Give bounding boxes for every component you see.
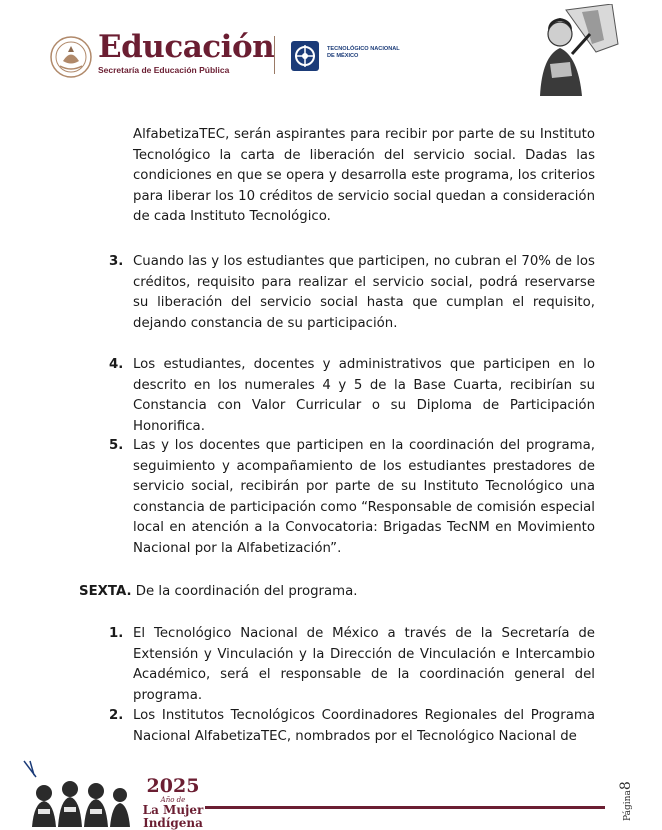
footer-divider bbox=[205, 806, 605, 809]
item-text: Cuando las y los estudiantes que participen, no cubran el 70% de los créditos, requisito para realizar el servicio social, podrá reservarse su liberación del servicio social hasta que cumplan el requisito, dejando constancia de su participación. bbox=[133, 254, 595, 331]
item-number: 1. bbox=[109, 626, 124, 641]
intro-paragraph: AlfabetizaTEC, serán aspirantes para recibir por parte de su Instituto Tecnológico la carta de liberación del servicio social. Dadas las condiciones en que se opera y desarrolla este programa, los criterios para liberar los 10 créditos de servicio social quedan a consideración de cada Instituto Tecnológico. bbox=[133, 127, 595, 225]
year-number: 2025 bbox=[146, 775, 200, 797]
mexico-seal-icon bbox=[50, 36, 92, 78]
year-line3: Indígena bbox=[143, 816, 203, 830]
brand-block bbox=[98, 30, 274, 75]
section-heading bbox=[79, 582, 599, 603]
year-badge bbox=[140, 776, 206, 830]
item-number: 4. bbox=[109, 357, 124, 372]
section-title: De la coordinación del programa. bbox=[135, 584, 358, 599]
item-number: 3. bbox=[109, 254, 124, 269]
page-number bbox=[615, 781, 649, 821]
item-text: Las y los docentes que participen en la coordinación del programa, seguimiento y acompañamiento de los estudiantes prestadores de servicio social, recibirán por parte de su Instituto Tecnológico una constancia de participación como “Responsable de comisión especial local en atención a la Convocatoria: Brigadas TecNM en Movimiento Nacional por la Alfabetización”. bbox=[133, 438, 595, 556]
page-header bbox=[0, 0, 662, 110]
header-divider bbox=[274, 36, 275, 74]
item-number: 5. bbox=[109, 438, 124, 453]
brand-title: Educación bbox=[98, 29, 275, 65]
tecnm-logo-icon bbox=[288, 37, 322, 75]
section-label: SEXTA. bbox=[79, 584, 132, 599]
item-text: El Tecnológico Nacional de México a través de la Secretaría de Extensión y Vinculación y la Dirección de Vinculación e Intercambio Académico, será el responsable de la coordinación general del programa. bbox=[133, 626, 595, 703]
page-number-value: 8 bbox=[618, 781, 634, 791]
item-text: Los Institutos Tecnológicos Coordinadores Regionales del Programa Nacional AlfabetizaTEC, nombrados por el Tecnológico Nacional de bbox=[133, 708, 595, 744]
year-line1: Año de bbox=[160, 796, 186, 804]
year-line2: La Mujer bbox=[142, 803, 204, 817]
item-text: Los estudiantes, docentes y administrativos que participen en lo descrito en los numerales 4 y 5 de la Base Cuarta, recibirían su Constancia con Valor Curricular o su Diploma de Participación Honorifica. bbox=[133, 357, 595, 434]
item-number: 2. bbox=[109, 708, 124, 723]
brand-subtitle: Secretaría de Educación Pública bbox=[98, 65, 230, 75]
indigenous-women-illustration-icon bbox=[10, 757, 138, 827]
page-label: Página bbox=[623, 790, 633, 821]
tecnm-wordmark: TECNOLÓGICO NACIONAL DE MÉXICO bbox=[327, 46, 400, 59]
heroine-portrait-icon bbox=[526, 4, 620, 96]
